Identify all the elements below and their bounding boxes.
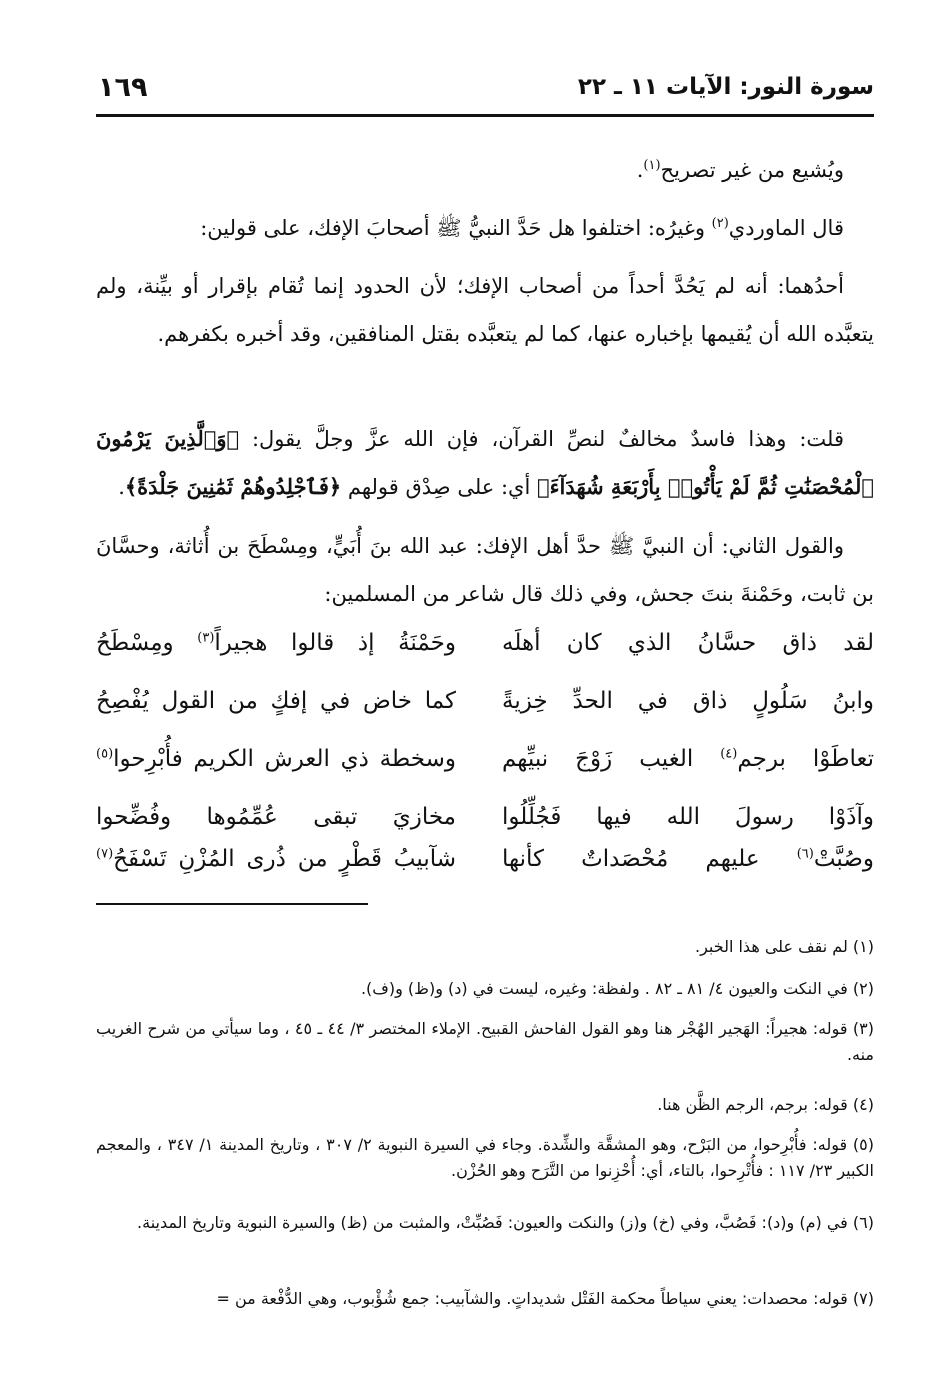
- header-title: سورة النور: الآيات ١١ ـ ٢٢: [577, 74, 874, 100]
- paragraph-5: والقول الثاني: أن النبيَّ ﷺ حدَّ أهل الإفك: عبد الله بنَ أُبَيٍّ، ومِسْطَحَ بن أُثاثة، وحسَّانَ بن ثابت، وحَمْنةَ بنتَ جحش، وفي ذلك قال شاعر من المسلمين:: [96, 534, 874, 606]
- verse-2-first-hemistich: وابنُ سَلُولٍ ذاق في الحدِّ خِزيةً: [502, 688, 874, 714]
- verse-5-second-hemistich: [96, 846, 456, 872]
- footnote-6: (٦) في (م) و(د): فَصُبَّ، وفي (خ) و(ز) والنكت والعيون: فَصُبِّتْ، والمثبت من (ظ) والسيرة النبوية وتاريخ المدينة.: [137, 1213, 874, 1232]
- footnote-4: (٤) قوله: برجم، الرجم الظَّن هنا.: [657, 1095, 874, 1114]
- verse-5-second-a: شآبيبُ قَطْرٍ من ذُرى المُزْنِ تَسْفَحُ: [113, 846, 456, 872]
- paragraph-4-b: أي: على صِدْق قولهم: [341, 475, 538, 499]
- footnote-ref-3: (٣): [197, 630, 215, 646]
- verse-5-first-b: عليهم مُحْصَداتٌ كأنها: [502, 846, 797, 872]
- footnote-ref-5: (٥): [96, 746, 114, 762]
- paragraph-4-a: قلت: وهذا فاسدٌ مخالفٌ لنصِّ القرآن، فإن الله عزَّ وجلَّ يقول:: [239, 427, 845, 451]
- paragraph-3: أحدُهما: أنه لم يَحُدَّ أحداً من أصحاب الإفك؛ لأن الحدود إنما تُقام بإقرار أو بيِّنة، ولم يتعبَّده الله أن يُقيمها بإخباره عنها، كما لم يتعبَّده بقتل المنافقين، وقد أخبره بكفرهم.: [96, 274, 874, 346]
- paragraph-1-end: .: [636, 158, 644, 182]
- book-page: [96, 0, 874, 1386]
- footnote-ref-4: (٤): [720, 746, 738, 762]
- footnote-ref-6: (٦): [796, 846, 814, 862]
- verse-4-first-hemistich: وآذَوْا رسولَ الله فيها فَجُلِّلُوا: [502, 804, 874, 830]
- paragraph-1-text: ويُشيع من غير تصريح: [660, 158, 844, 182]
- verse-1-first-hemistich: لقد ذاق حسَّانُ الذي كان أهلَه: [502, 630, 874, 656]
- paragraph-2-a: قال الماوردي: [728, 216, 844, 240]
- verse-4-second-hemistich: مخازيَ تبقى عُمِّمُوها وفُضِّحوا: [96, 804, 456, 830]
- footnote-1: (١) لم نقف على هذا الخبر.: [695, 937, 874, 956]
- poem-verse-3: [96, 746, 874, 804]
- verse-3-first-hemistich: [502, 746, 874, 772]
- paragraph-2-b: وغيرُه: اختلفوا هل حَدَّ النبيُّ ﷺ أصحابَ الإفك، على قولين:: [200, 216, 712, 240]
- verse-3-second-hemistich: [96, 746, 456, 772]
- verse-1-second-b: ومِسْطَحُ: [96, 630, 198, 656]
- footnote-2: (٢) في النكت والعيون ٤/ ٨١ ـ ٨٢ . ولفظة: وغيره، ليست في (د) و(ظ) و(ف).: [360, 979, 874, 998]
- footnote-ref-2: (٢): [711, 216, 729, 231]
- verse-1-second-hemistich: [96, 630, 456, 656]
- poem-verse-2: [96, 688, 874, 746]
- verse-3-first-a: تعاطَوْا برجم: [737, 746, 874, 772]
- verse-3-first-b: الغيب زَوْجَ نبيِّهم: [502, 746, 721, 772]
- page-number: ١٦٩: [98, 72, 148, 103]
- header-rule: [96, 114, 874, 117]
- verse-5-first-hemistich: [502, 846, 874, 872]
- paragraph-2: [96, 204, 874, 252]
- verse-3-second-a: وسخطة ذي العرش الكريم فأُبْرِحوا: [113, 746, 456, 772]
- paragraph-4-end: .: [118, 475, 125, 499]
- verse-2-second-hemistich: كما خاض في إفكٍ من القول يُفْصِحُ: [96, 688, 456, 714]
- footnote-3: (٣) قوله: هجيراً: الهَجير الهُجْر هنا وهو القول الفاحش القبيح. الإملاء المختصر ٣/ ٤٤ ـ ٤٥ ، وما سيأتي من شرح الغريب منه.: [96, 1019, 875, 1064]
- footnote-ref-7: (٧): [96, 846, 114, 862]
- paragraph-4: [96, 415, 874, 511]
- verse-5-first-a: وصُبَّتْ: [813, 846, 874, 872]
- quran-verse-1: ﴿وَٱلَّذِينَ يَرْمُونَ ٱلْمُحْصَنَٰتِ ثُمَّ لَمْ يَأْتُوا۟ بِأَرْبَعَةِ شُهَدَآءَ﴾: [96, 426, 874, 499]
- poem-verse-1: [96, 630, 874, 688]
- poem-verse-5: [96, 846, 874, 904]
- footnote-separator: [96, 903, 368, 905]
- footnote-ref-1: (١): [643, 158, 661, 173]
- footnote-7: (٧) قوله: محصدات: يعني سياطاً محكمة الفَتْل شديداتٍ. والشآبيب: جمع شُؤْبوب، وهي الدُّفْعة من =: [216, 1289, 874, 1308]
- verse-1-second-a: وحَمْنَةُ إذ قالوا هجيراً: [214, 630, 456, 656]
- footnote-5: (٥) قوله: فأُبْرِحوا، من البَرْح، وهو المشقَّة والشِّدة. وجاء في السيرة النبوية ٢/ ٣٠٧ ، وتاريخ المدينة ١/ ٣٤٧ ، والمعجم الكبير ٢٣/ ١١٧ : فأُتْرِحوا، بالتاء، أي: أُحْزِنوا من التَّرَح وهو الحُزْن.: [96, 1135, 875, 1180]
- running-header: [96, 72, 874, 110]
- paragraph-1: [96, 146, 874, 194]
- quran-verse-2: ﴿فَٱجْلِدُوهُمْ ثَمَٰنِينَ جَلْدَةً﴾: [124, 474, 342, 499]
